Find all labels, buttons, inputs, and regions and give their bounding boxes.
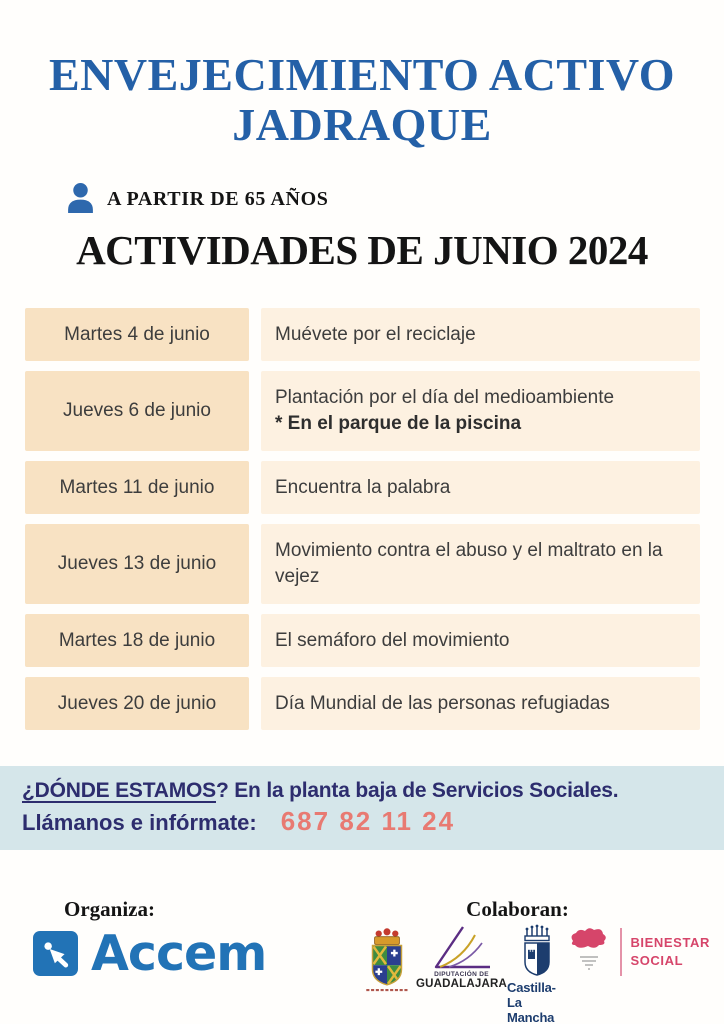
schedule-date-cell: Martes 4 de junio — [25, 308, 249, 361]
bienestar-social-logo — [566, 924, 710, 980]
schedule-date-cell: Martes 11 de junio — [25, 461, 249, 514]
bienestar-caption-line1: BIENESTAR — [630, 935, 710, 951]
schedule-activity-cell — [261, 614, 700, 667]
contact-band — [0, 766, 724, 850]
poster-title-line2: JADRAQUE — [232, 98, 492, 150]
activity-text: El semáforo del movimiento — [275, 629, 510, 651]
schedule-date-cell: Jueves 20 de junio — [25, 677, 249, 730]
person-icon — [66, 182, 95, 213]
activity-text: Movimiento contra el abuso y el maltrato en la vejez — [275, 540, 663, 587]
where-answer: ? En la planta baja de Servicios Sociales. — [215, 779, 619, 802]
audience-label: A PARTIR DE 65 AÑOS — [107, 188, 329, 210]
schedule-activity-cell — [261, 461, 700, 514]
schedule-activity-cell — [261, 308, 700, 361]
bienestar-divider — [620, 928, 622, 976]
schedule-row — [25, 371, 700, 451]
organiza-label: Organiza: — [64, 897, 155, 921]
activity-text: Muévete por el reciclaje — [275, 323, 476, 345]
activity-note: * En el parque de la piscina — [275, 413, 522, 434]
accem-wordmark: Accem — [91, 925, 267, 982]
audience-line — [66, 182, 328, 213]
schedule-row — [25, 614, 700, 667]
accem-logo-icon — [33, 931, 78, 976]
jadraque-crest-logo — [358, 924, 416, 996]
schedule-date-cell: Martes 18 de junio — [25, 614, 249, 667]
activity-text: Día Mundial de las personas refugiadas — [275, 692, 610, 714]
castilla-la-mancha-logo — [507, 924, 566, 1024]
activity-text: Plantación por el día del medioambiente — [275, 387, 615, 409]
castilla-la-mancha-caption: Castilla-La Mancha — [507, 980, 556, 1024]
schedule-row — [25, 524, 700, 604]
schedule-date-cell: Jueves 13 de junio — [25, 524, 249, 604]
schedule-activity-cell — [261, 371, 700, 451]
schedule-activity-cell — [261, 524, 700, 604]
activity-text: Encuentra la palabra — [275, 476, 451, 498]
schedule-row — [25, 308, 700, 361]
poster-title-line1: ENVEJECIMIENTO ACTIVO — [48, 49, 676, 100]
schedule-date-cell: Jueves 6 de junio — [25, 371, 249, 451]
bienestar-caption-line2: SOCIAL — [630, 953, 684, 968]
phone-number: 687 82 11 24 — [280, 806, 456, 836]
bienestar-region-icon — [566, 924, 612, 980]
diputacion-guadalajara-logo — [416, 924, 507, 990]
call-label: Llámanos e infórmate: — [22, 810, 257, 835]
diputacion-caption-bottom: GUADALAJARA — [416, 978, 508, 990]
poster-title — [0, 50, 724, 149]
colaboran-label: Colaboran: — [466, 897, 569, 921]
schedule-row — [25, 677, 700, 730]
collaborator-logos — [358, 924, 710, 1024]
diputacion-caption-top: DIPUTACIÓN DE — [434, 971, 489, 978]
schedule-table — [25, 308, 700, 740]
call-line — [22, 806, 706, 837]
where-question: ¿DÓNDE ESTAMOS — [22, 779, 216, 802]
bienestar-caption — [630, 934, 710, 969]
schedule-row — [25, 461, 700, 514]
accem-logo — [33, 925, 267, 982]
where-line — [22, 779, 706, 803]
poster-subtitle: ACTIVIDADES DE JUNIO 2024 — [76, 227, 648, 273]
schedule-activity-cell — [261, 677, 700, 730]
